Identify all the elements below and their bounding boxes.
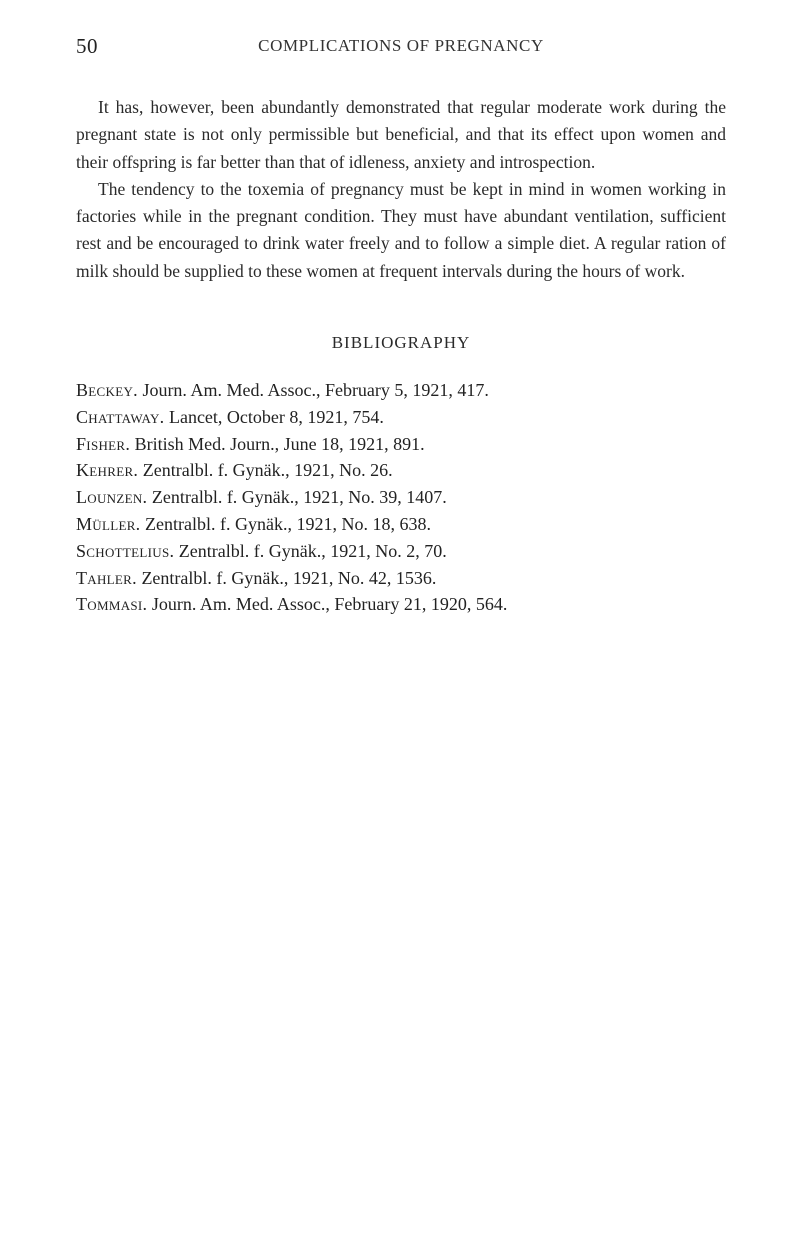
bibliography-entry [76,404,756,431]
entry-author: Tommasi. [76,594,148,615]
page-header [76,34,726,64]
bibliography-heading: BIBLIOGRAPHY [331,333,471,352]
paragraph-toxemia-factories: The tendency to the toxemia of pregnancy must be kept in mind in women working in factories while in the pregnant condition. They must have abundant ventilation, sufficient rest and be encouraged to drink water freely and to follow a simple diet. A regular ration of milk should be supplied to these women at frequent intervals during the hours of work. [76,178,726,281]
entry-citation: Zentralbl. f. Gynäk., 1921, No. 26. [142,460,393,481]
entry-author: Tahler. [76,567,137,588]
bibliography-entry [76,377,756,404]
bibliography-list [76,377,756,618]
paragraph-work-during-pregnancy: It has, however, been abundantly demonstrated that regular moderate work during the pregnant state is not only permissible but beneficial, and that its effect upon women and their offspring is far better than that of idleness, anxiety and introspection. [76,97,726,172]
entry-citation: Journ. Am. Med. Assoc., February 21, 1920, 564. [151,594,508,615]
body-text [76,94,726,285]
bibliography-entry [76,457,756,484]
entry-author: Lounzen. [76,487,148,508]
bibliography-entry [76,511,756,538]
entry-citation: Zentralbl. f. Gynäk., 1921, No. 2, 70. [178,540,447,561]
entry-citation: Zentralbl. f. Gynäk., 1921, No. 18, 638. [145,513,431,534]
entry-citation: Zentralbl. f. Gynäk., 1921, No. 42, 1536. [141,567,437,588]
entry-citation: Lancet, October 8, 1921, 754. [168,406,384,427]
entry-author: Beckey. [76,380,138,400]
entry-citation: British Med. Journ., June 18, 1921, 891. [134,433,425,454]
bibliography-entry [76,431,756,458]
entry-author: Fisher. [76,433,131,454]
entry-citation: Journ. Am. Med. Assoc., February 5, 1921, 417. [142,380,489,400]
page-number: 50 [76,34,98,58]
entry-author: Kehrer. [76,460,139,481]
bibliography-entry [76,538,756,565]
entry-author: Chattaway. [76,406,165,427]
running-head: COMPLICATIONS OF PREGNANCY [258,36,544,55]
bibliography-entry [76,591,756,618]
entry-author: Müller. [76,513,141,534]
bibliography-entry [76,565,756,592]
bibliography-entry [76,484,756,511]
entry-author: Schottelius. [76,540,175,561]
entry-citation: Zentralbl. f. Gynäk., 1921, No. 39, 1407. [151,487,447,508]
